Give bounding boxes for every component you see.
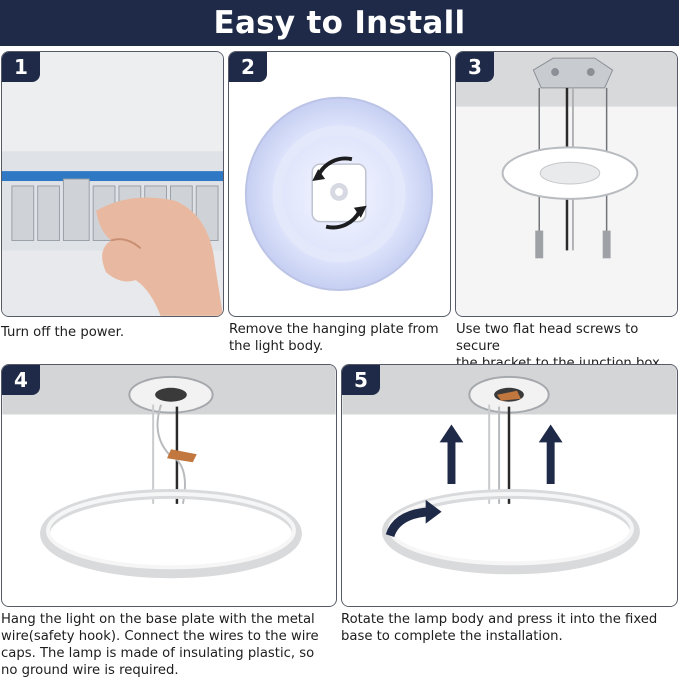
- step-4-badge: 4: [2, 365, 40, 395]
- step-4-panel: [1, 364, 337, 607]
- step-5-panel: [341, 364, 678, 607]
- step-2-panel: [228, 51, 451, 317]
- caption-line: base to complete the installation.: [341, 629, 563, 644]
- step-1-panel: [1, 51, 224, 317]
- step-4-caption: [1, 611, 337, 679]
- caption-line: wire(safety hook). Connect the wires to the wire: [1, 629, 319, 644]
- step-5-badge: 5: [342, 365, 380, 395]
- page-title: Easy to Install: [213, 5, 466, 41]
- step-2-caption: [229, 321, 452, 355]
- page-header: [0, 0, 679, 46]
- caption-line: Rotate the lamp body and press it into the fixed: [341, 612, 658, 627]
- caption-line: no ground wire is required.: [1, 663, 179, 678]
- caption-line: Remove the hanging plate from: [229, 322, 439, 337]
- caption-line: Hang the light on the base plate with the metal: [1, 612, 315, 627]
- rotate-lamp-illustration: [342, 365, 677, 606]
- step-1-caption: [1, 324, 224, 341]
- bracket-illustration: [456, 52, 677, 316]
- step-3-panel: [455, 51, 678, 317]
- breaker-panel-illustration: [2, 52, 223, 316]
- step-2-badge: 2: [229, 52, 267, 82]
- light-body-illustration: [229, 52, 450, 316]
- hanging-lamp-illustration: [2, 365, 336, 606]
- step-3-badge: 3: [456, 52, 494, 82]
- caption-line: the light body.: [229, 339, 324, 354]
- caption-line: caps. The lamp is made of insulating plastic, so: [1, 646, 315, 661]
- step-1-badge: 1: [2, 52, 40, 82]
- caption-line: Use two flat head screws to secure: [456, 322, 639, 354]
- step-5-caption: [341, 611, 678, 645]
- caption-line: Turn off the power.: [1, 325, 125, 340]
